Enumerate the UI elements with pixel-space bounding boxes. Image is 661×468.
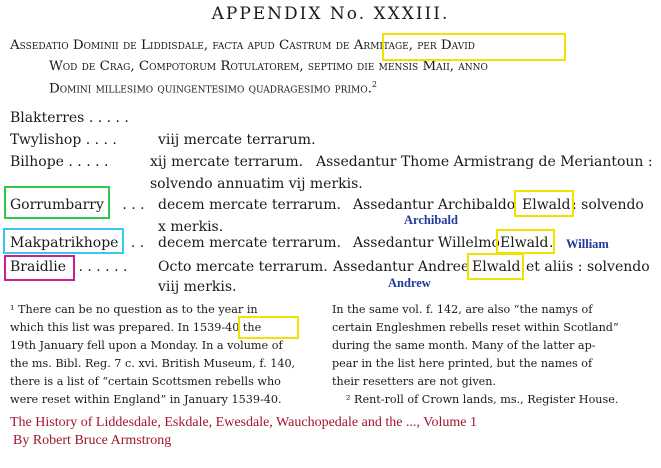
- surname-elwald: Elwald: [472, 259, 521, 275]
- entry-bilhope-cont: solvendo annuatim vij merkis.: [150, 176, 363, 192]
- footnote-right-line-4: pear in the list here printed, but the names of: [332, 357, 593, 370]
- footnote-left-line-2: [10, 321, 261, 334]
- footnote-right-line-6: ² Rent-roll of Crown lands, ms., Register House.: [346, 393, 619, 406]
- footnote-mark: 2: [371, 80, 377, 89]
- leader-dots: . . .: [122, 197, 145, 213]
- place-name: Bilhope: [10, 154, 64, 170]
- entry-blakterres: [10, 110, 129, 126]
- appendix-title: APPENDIX No. XXXIII.: [211, 4, 450, 24]
- annotation-william: William: [566, 237, 609, 251]
- entry-twylishop-rental: viij mercate terrarum.: [158, 132, 316, 148]
- leader-dots: . . . . . .: [78, 259, 128, 275]
- footnote-text: the: [239, 321, 262, 334]
- leader-dots: . . . . .: [68, 154, 109, 170]
- footnote-right-line-3: during the same month. Many of the latter ap-: [332, 339, 596, 352]
- footnote-text: which this list was prepared. In: [10, 321, 193, 334]
- footnote-right-line-5: their resetters are not given.: [332, 375, 497, 388]
- entry-braidlie-tail: et aliis : solvendo: [526, 259, 650, 275]
- leader-dots: . . . .: [85, 132, 117, 148]
- footnote-left-line-1: ¹ There can be no question as to the year in: [10, 303, 258, 316]
- entry-gorrumbarry-place: [10, 197, 145, 213]
- annotation-andrew: Andrew: [388, 276, 431, 290]
- entry-braidlie-cont: viij merkis.: [158, 279, 237, 295]
- leader-dots: . .: [130, 235, 145, 251]
- entry-bilhope-rental: xij mercate terrarum.: [150, 154, 304, 170]
- footnote-right-line-2: certain Engleshmen rebells reset within Scotland”: [332, 321, 619, 334]
- leader-dots: . . . . .: [88, 110, 129, 126]
- footnote-year: 1539-40: [192, 321, 240, 334]
- surname-elwald: Elwald: [522, 197, 571, 213]
- castrum-de-armitage: Castrum de Armitage: [278, 38, 409, 53]
- place-name: Blakterres: [10, 110, 85, 126]
- intro-text-3: Domini millesimo quingentesimo quadragesimo primo.: [49, 81, 372, 97]
- entry-braidlie-rental: Octo mercate terrarum.: [158, 259, 328, 275]
- place-name: Braidlie: [10, 259, 67, 275]
- entry-gorrumbarry-tail: : solvendo: [572, 197, 644, 213]
- entry-makpatrikhope-rental: decem mercate terrarum.: [158, 235, 341, 251]
- intro-text-a: Assedatio Dominii de Liddisdale, facta apud: [10, 38, 279, 53]
- intro-line-1: [10, 38, 475, 53]
- entry-gorrumbarry-cont: x merkis.: [158, 219, 224, 235]
- entry-bilhope-lease: Assedantur Thome Armistrang de Meriantoun :: [316, 154, 653, 170]
- footnote-right-line-1: In the same vol. f. 142, are also “the namys of: [332, 303, 593, 316]
- entry-bilhope-place: [10, 154, 108, 170]
- footnote-left-line-4: the ms. Bibl. Reg. 7 c. xvi. British Museum, f. 140,: [10, 357, 296, 370]
- place-name: Twylishop: [10, 132, 82, 148]
- footnote-left-line-5: there is a list of “certain Scottsmen rebells who: [10, 375, 281, 388]
- footnote-left-line-3: 19th January fell upon a Monday. In a volume of: [10, 339, 283, 352]
- intro-line-3: [49, 80, 377, 96]
- entry-makpatrikhope-place: [10, 235, 144, 251]
- source-title: The History of Liddesdale, Eskdale, Ewesdale, Wauchopedale and the ..., Volume 1: [10, 415, 477, 430]
- intro-text-c: , per David: [408, 38, 475, 53]
- entry-gorrumbarry-rental: decem mercate terrarum.: [158, 197, 341, 213]
- entry-braidlie-lease: Assedantur Andree: [333, 259, 470, 275]
- source-author: By Robert Bruce Armstrong: [13, 433, 172, 448]
- place-name: Makpatrikhope: [10, 235, 119, 251]
- footnote-left-line-6: were reset within England” in January 1539-40.: [10, 393, 282, 406]
- entry-makpatrikhope-tail: .: [549, 235, 554, 251]
- entry-braidlie-place: [10, 259, 127, 275]
- intro-line-2: Wod de Crag, Compotorum Rotulatorem, septimo die mensis Maii, anno: [49, 59, 488, 74]
- surname-elwald: Elwald: [500, 235, 549, 251]
- entry-gorrumbarry-lease: Assedantur Archibaldo: [353, 197, 516, 213]
- entry-twylishop-place: [10, 132, 117, 148]
- place-name: Gorrumbarry: [10, 197, 104, 213]
- entry-makpatrikhope-lease: Assedantur Willelmo: [353, 235, 500, 251]
- annotation-archibald: Archibald: [404, 213, 458, 227]
